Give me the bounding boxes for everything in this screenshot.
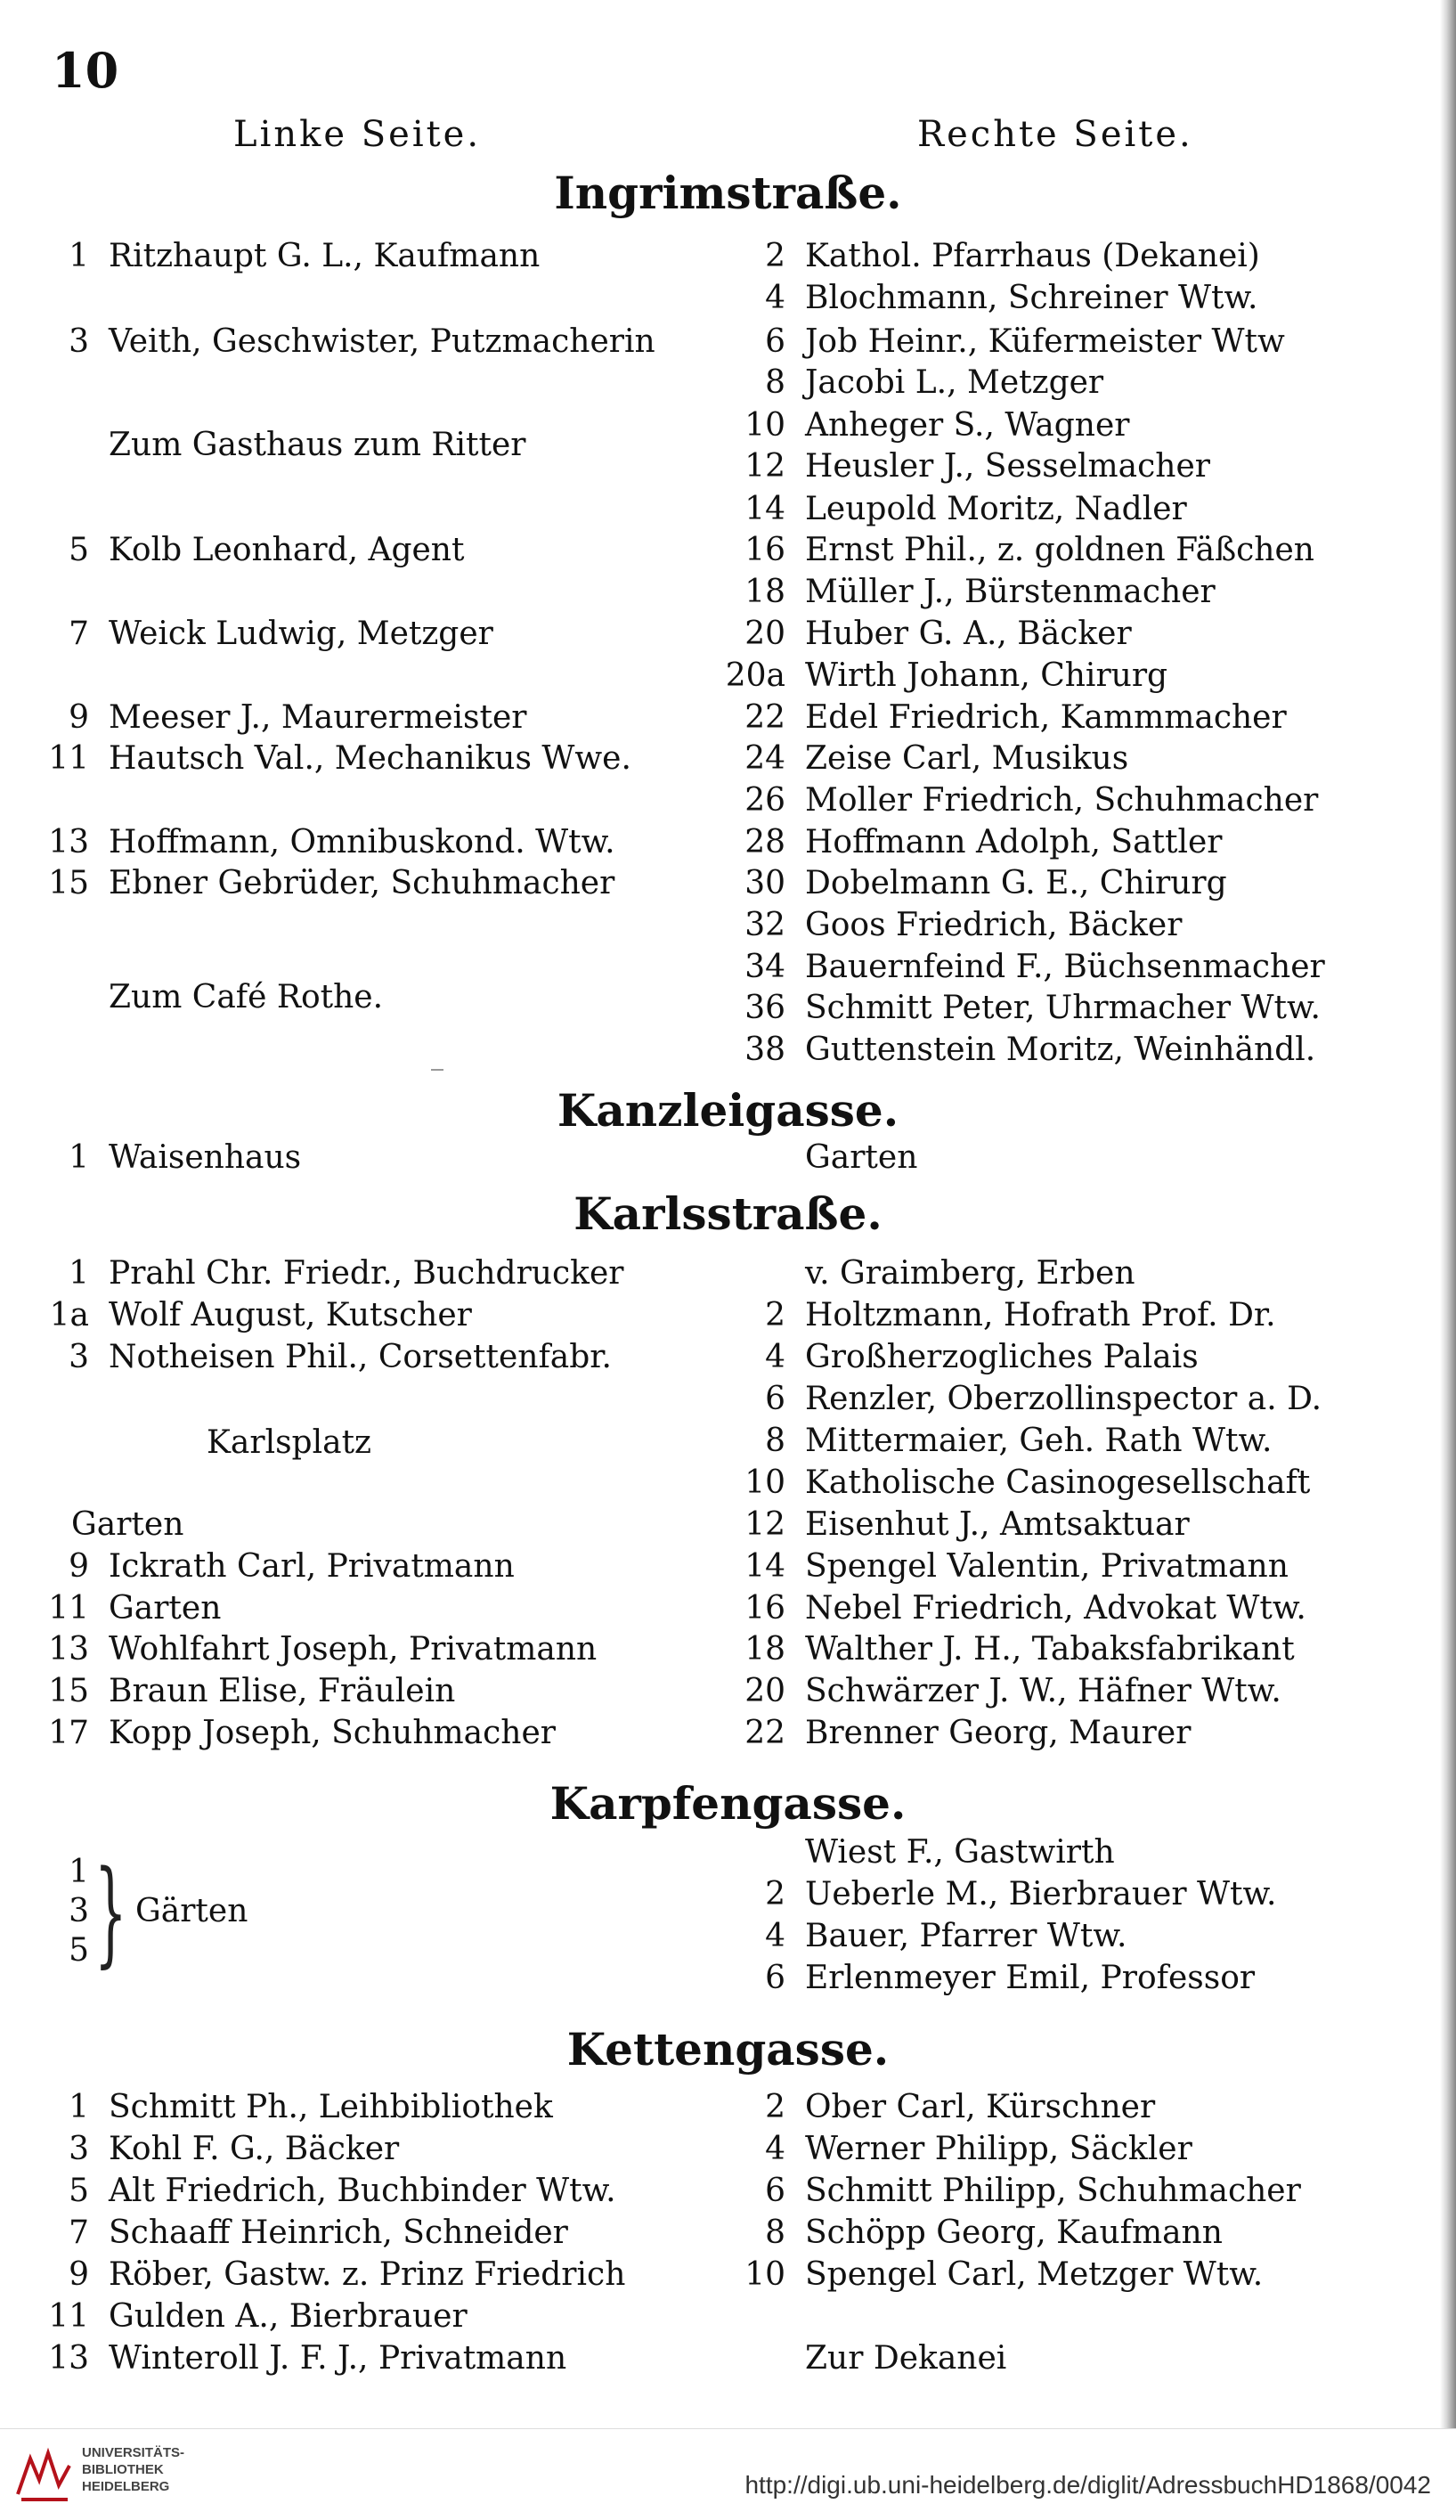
left-entry: 9 Meeser J., Maurermeister [69,699,527,736]
right-entry: 30 Dobelmann G. E., Chirurg [744,865,1227,901]
right-entry: 8 Jacobi L., Metzger [765,364,1104,401]
right-entry: 34 Bauernfeind F., Büchsenmacher [744,949,1325,985]
right-entry: 12 Eisenhut J., Amtsaktuar [744,1506,1190,1543]
right-entry: 6 Erlenmeyer Emil, Professor [765,1960,1256,1996]
right-side-header: Rechte Seite. [917,114,1193,155]
scan-edge-shadow [1440,0,1456,2441]
right-entry: 20 Schwärzer J. W., Häfner Wtw. [744,1673,1281,1709]
brace-label: Gärten [135,1893,248,1929]
right-entry: 14 Spengel Valentin, Privatmann [744,1548,1289,1585]
left-entry: Zum Gasthaus zum Ritter [109,427,526,463]
right-entry: 38 Guttenstein Moritz, Weinhändl. [744,1032,1316,1068]
left-entry: 1 Waisenhaus [69,1139,302,1176]
right-entry: Garten [805,1139,918,1176]
left-entry: 11 Garten [48,1590,222,1627]
street-heading: Ingrimstraße. [554,167,902,219]
left-entry: 5 Alt Friedrich, Buchbinder Wtw. [69,2173,616,2209]
right-entry: 4 Werner Philipp, Säckler [765,2131,1192,2167]
right-entry: Zur Dekanei [805,2340,1007,2377]
right-entry: 20a Wirth Johann, Chirurg [725,657,1168,694]
left-entry: 7 Schaaff Heinrich, Schneider [69,2214,568,2251]
right-entry: 10 Spengel Carl, Metzger Wtw. [744,2256,1264,2293]
divider [431,1069,443,1071]
right-entry: 28 Hoffmann Adolph, Sattler [744,824,1223,860]
left-entry: 11 Hautsch Val., Mechanikus Wwe. [48,740,631,777]
right-entry: 14 Leupold Moritz, Nadler [744,491,1187,527]
left-entry: Zum Café Rothe. [109,979,384,1015]
left-entry: 13 Hoffmann, Omnibuskond. Wtw. [48,824,615,860]
right-entry: 4 Bauer, Pfarrer Wtw. [765,1918,1127,1954]
right-entry: 16 Nebel Friedrich, Advokat Wtw. [744,1590,1306,1627]
right-entry: 20 Huber G. A., Bäcker [744,616,1132,652]
left-entry: 1 Prahl Chr. Friedr., Buchdrucker [69,1255,624,1292]
right-entry: 16 Ernst Phil., z. goldnen Fäßchen [744,532,1314,568]
right-entry: 24 Zeise Carl, Musikus [744,740,1129,777]
left-entry: 9 Röber, Gastw. z. Prinz Friedrich [69,2256,626,2293]
right-entry: 22 Brenner Georg, Maurer [744,1715,1192,1751]
left-side-header: Linke Seite. [233,114,482,155]
right-entry: 10 Katholische Casinogesellschaft [744,1464,1311,1501]
left-entry: 13 Winteroll J. F. J., Privatmann [48,2340,567,2377]
right-entry: Wiest F., Gastwirth [805,1834,1115,1871]
right-entry: 36 Schmitt Peter, Uhrmacher Wtw. [744,990,1321,1026]
curly-brace-icon: } [94,1847,127,1979]
source-url-link[interactable]: http://digi.ub.uni-heidelberg.de/diglit/AdressbuchHD1868/0042 [744,2471,1431,2499]
left-entry: 15 Ebner Gebrüder, Schuhmacher [48,865,615,901]
left-entry: Karlsplatz [207,1424,372,1461]
street-heading: Kanzleigasse. [557,1084,899,1137]
right-entry: 18 Walther J. H., Tabaksfabrikant [744,1631,1295,1668]
right-entry: 2 Kathol. Pfarrhaus (Dekanei) [765,238,1260,274]
left-entry: 1a Wolf August, Kutscher [49,1297,472,1333]
right-entry: 26 Moller Friedrich, Schuhmacher [744,782,1319,819]
left-entry: 5 Kolb Leonhard, Agent [69,532,465,568]
right-entry: 6 Job Heinr., Küfermeister Wtw [765,323,1285,360]
left-entry: 11 Gulden A., Bierbrauer [48,2298,468,2335]
left-entry: 7 Weick Ludwig, Metzger [69,616,493,652]
library-logo-icon [12,2441,77,2505]
street-heading: Karpfengasse. [549,1777,907,1830]
library-logo-text: UNIVERSITÄTS- BIBLIOTHEK HEIDELBERG [82,2445,185,2494]
right-entry: 12 Heusler J., Sesselmacher [744,448,1210,485]
left-entry: 15 Braun Elise, Fräulein [48,1673,456,1709]
left-entry: 9 Ickrath Carl, Privatmann [69,1548,515,1585]
left-entry: 1 Ritzhaupt G. L., Kaufmann [69,238,541,274]
right-entry: 8 Mittermaier, Geh. Rath Wtw. [765,1423,1273,1459]
left-entry: Garten [71,1506,184,1543]
street-heading: Kettengasse. [566,2023,890,2076]
left-entry: 3 Notheisen Phil., Corsettenfabr. [69,1339,612,1375]
right-entry: 2 Ober Carl, Kürschner [765,2089,1156,2125]
left-entry: 3 Kohl F. G., Bäcker [69,2131,400,2167]
right-entry: 2 Holtzmann, Hofrath Prof. Dr. [765,1297,1276,1333]
right-entry: 32 Goos Friedrich, Bäcker [744,907,1183,943]
right-entry: 8 Schöpp Georg, Kaufmann [765,2214,1223,2251]
left-entry: 1 Schmitt Ph., Leihbibliothek [69,2089,553,2125]
right-entry: 6 Schmitt Philipp, Schuhmacher [765,2173,1301,2209]
right-entry: 4 Großherzogliches Palais [765,1339,1199,1375]
left-entry: 3 Veith, Geschwister, Putzmacherin [69,323,655,360]
right-entry: 10 Anheger S., Wagner [744,407,1130,444]
page-number: 10 [52,42,119,99]
right-entry: 4 Blochmann, Schreiner Wtw. [765,280,1258,316]
right-entry: 18 Müller J., Bürstenmacher [744,574,1216,610]
right-entry: v. Graimberg, Erben [805,1255,1135,1292]
right-entry: 6 Renzler, Oberzollinspector a. D. [765,1381,1322,1417]
right-entry: 2 Ueberle M., Bierbrauer Wtw. [765,1876,1277,1912]
right-entry: 22 Edel Friedrich, Kammmacher [744,699,1287,736]
left-entry: 13 Wohlfahrt Joseph, Privatmann [48,1631,598,1668]
street-heading: Karlsstraße. [573,1187,883,1240]
left-entry: 17 Kopp Joseph, Schuhmacher [48,1715,556,1751]
brace-numbers: 1 3 5 [69,1854,89,1969]
